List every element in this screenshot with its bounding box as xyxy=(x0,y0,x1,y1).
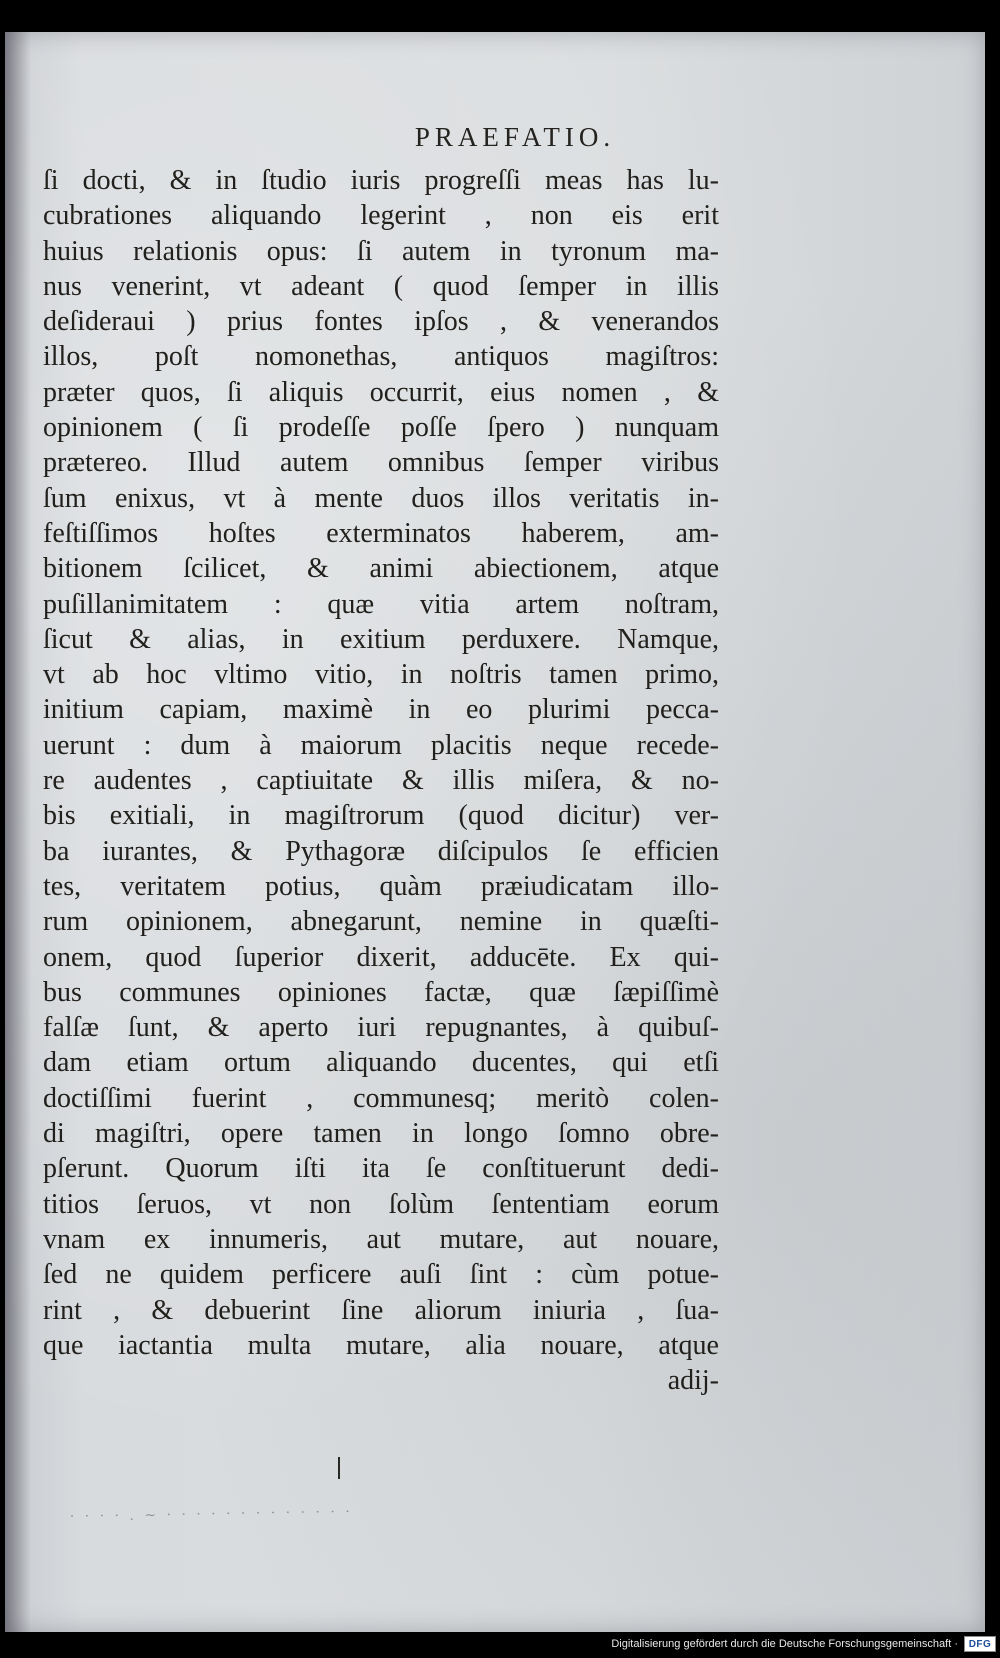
text-line: titios ſeruos, vt non ſolùm ſententiam eorum xyxy=(43,1188,719,1220)
text-line: di magiſtri, opere tamen in longo ſomno obre- xyxy=(43,1118,719,1150)
gutter-shadow xyxy=(5,32,31,1632)
text-line: pſerunt. Quorum iſti ita ſe conſtituerunt dedi- xyxy=(43,1153,719,1185)
footer-bar xyxy=(611,1633,1000,1655)
text-line: opinionem ( ſi prodeſſe poſſe ſpero ) nunquam xyxy=(43,412,719,444)
text-line: vt ab hoc vltimo vitio, in noſtris tamen primo, xyxy=(43,659,719,691)
text-line: onem, quod ſuperior dixerit, adducēte. Ex qui- xyxy=(43,941,719,973)
text-line: prætereo. Illud autem omnibus ſemper viribus xyxy=(43,447,719,479)
text-line: illos, poſt nomonethas, antiquos magiſtros: xyxy=(43,341,719,373)
text-line: initium capiam, maximè in eo plurimi pecca- xyxy=(43,694,719,726)
text-line: vnam ex innumeris, aut mutare, aut nouare, xyxy=(43,1223,719,1255)
text-line: rint , & debuerint ſine aliorum iniuria , ſua- xyxy=(43,1294,719,1326)
text-line: ſi docti, & in ſtudio iuris progreſſi meas has lu- xyxy=(43,165,719,196)
text-line: falſæ ſunt, & aperto iuri repugnantes, à quibuſ- xyxy=(43,1012,719,1044)
body-text xyxy=(43,163,719,1398)
text-line: bis exitiali, in magiſtrorum (quod dicitur) ver- xyxy=(43,800,719,832)
text-line: ſed ne quidem perficere auſi ſint : cùm potue- xyxy=(43,1259,719,1291)
text-line: præter quos, ſi aliquis occurrit, eius nomen , & xyxy=(43,376,719,408)
text-line: nus venerint, vt adeant ( quod ſemper in illis xyxy=(43,270,719,302)
running-header: PRAEFATIO. xyxy=(414,122,616,152)
text-line: rum opinionem, abnegarunt, nemine in quæſti- xyxy=(43,906,719,938)
text-line: que iactantia multa mutare, alia nouare, atque xyxy=(43,1329,719,1361)
text-line: cubrationes aliquando legerint , non eis erit xyxy=(43,200,719,232)
text-line: bus communes opiniones factæ, quæ ſæpiſſimè xyxy=(43,976,719,1008)
text-line: bitionem ſcilicet, & animi abiectionem, atque xyxy=(43,553,719,585)
text-line: uerunt : dum à maiorum placitis neque recede- xyxy=(43,729,719,761)
bleed-through: · · · · . ~ · · · · · · · · · · · · · xyxy=(69,1503,353,1525)
text-line: ſicut & alias, in exitium perduxere. Namque, xyxy=(43,623,719,655)
footer-credit: Digitalisierung gefördert durch die Deutsche Forschungsgemeinschaft · xyxy=(611,1638,958,1650)
text-line: dam etiam ortum aliquando ducentes, qui etſi xyxy=(43,1047,719,1079)
text-line: ba iurantes, & Pythagoræ diſcipulos ſe efficien xyxy=(43,835,719,867)
text-line: adij- xyxy=(667,1365,719,1397)
page-mark xyxy=(338,1457,340,1479)
text-line: deſideraui ) prius fontes ipſos , & venerandos xyxy=(43,306,719,338)
text-line: re audentes , captiuitate & illis miſera, & no- xyxy=(43,765,719,797)
book-page xyxy=(5,32,985,1632)
dfg-logo: DFG xyxy=(964,1636,996,1652)
text-line: huius relationis opus: ſi autem in tyronum ma- xyxy=(43,235,719,267)
text-line: ſum enixus, vt à mente duos illos veritatis in- xyxy=(43,482,719,514)
text-line: puſillanimitatem : quæ vitia artem noſtram, xyxy=(43,588,719,620)
text-line: feſtiſſimos hoſtes exterminatos haberem, am- xyxy=(43,517,719,549)
text-line: tes, veritatem potius, quàm præiudicatam illo- xyxy=(43,870,719,902)
text-line: doctiſſimi fuerint , communesq; meritò colen- xyxy=(43,1082,719,1114)
